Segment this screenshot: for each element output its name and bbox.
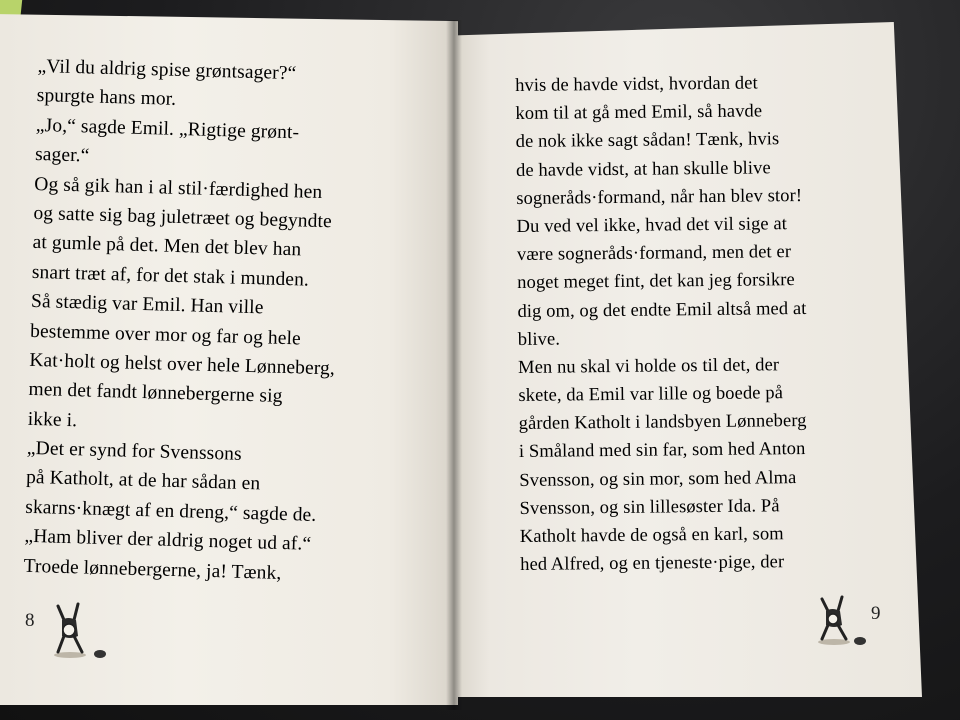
page-number-left: 8 — [25, 610, 35, 631]
text-line: skarns·knægt af en dreng,“ sagde de. — [24, 496, 317, 526]
book-gutter — [446, 20, 462, 710]
text-line: „Jo,“ sagde Emil. „Rigtige grønt- — [35, 114, 300, 144]
text-line: kom til at gå med Emil, så havde — [515, 101, 763, 125]
text-line: ikke i. — [27, 408, 78, 431]
text-line: spurgte hans mor. — [36, 85, 177, 111]
text-line: at gumle på det. Men det blev han — [32, 232, 302, 261]
right-page-text — [515, 68, 900, 579]
text-line: snart træt af, for det stak i munden. — [31, 261, 310, 291]
text-line: noget meget fint, det kan jeg forsikre — [517, 270, 795, 294]
text-line: Kat·holt og helst over hele Lønneberg, — [29, 349, 336, 380]
page-number-right: 9 — [871, 603, 881, 624]
text-line: dig om, og det endte Emil altså med at — [517, 298, 807, 322]
text-line: være sogneråds·formand, men det er — [516, 242, 792, 266]
text-line: og satte sig bag juletræet og begyndte — [33, 202, 333, 233]
text-line: skete, da Emil var lille og boede på — [518, 383, 784, 407]
text-line: på Katholt, at de har sådan en — [25, 467, 261, 495]
text-line: Troede lønnebergerne, ja! Tænk, — [23, 555, 282, 584]
text-line: sager.“ — [34, 144, 90, 167]
text-line: Svensson, og sin lillesøster Ida. På — [519, 496, 780, 519]
text-line: i Småland med sin far, som hed Anton — [518, 439, 806, 463]
text-line: Så stædig var Emil. Han ville — [30, 291, 264, 319]
emil-figure-icon — [810, 595, 872, 647]
text-line: sogneråds·formand, når han blev stor! — [516, 185, 803, 209]
text-line: de havde vidst, at han skulle blive — [515, 157, 771, 181]
text-line: blive. — [517, 329, 561, 350]
emil-figure-icon — [48, 602, 110, 660]
text-line: men det fandt lønnebergerne sig — [28, 379, 283, 408]
text-line: bestemme over mor og far og hele — [29, 320, 302, 349]
text-line: Svensson, og sin mor, som hed Alma — [519, 467, 797, 491]
text-line: Du ved vel ikke, hvad det vil sige at — [516, 214, 788, 237]
text-line: „Vil du aldrig spise grøntsager?“ — [37, 55, 297, 85]
text-line: „Det er synd for Svenssons — [26, 437, 243, 465]
text-line: Men nu skal vi holde os til det, der — [517, 355, 780, 378]
text-line: Katholt havde de også en karl, som — [519, 524, 784, 547]
text-line: Og så gik han i al stil·færdighed hen — [34, 173, 323, 203]
left-page-text — [23, 52, 438, 592]
text-line: gården Katholt i landsbyen Lønneberg — [518, 411, 807, 435]
text-line: „Ham bliver der aldrig noget ud af.“ — [24, 526, 312, 556]
text-line: de nok ikke sagt sådan! Tænk, hvis — [515, 129, 780, 153]
text-line: hvis de havde vidst, hvordan det — [515, 73, 758, 96]
text-line: hed Alfred, og en tjeneste·pige, der — [520, 552, 785, 576]
